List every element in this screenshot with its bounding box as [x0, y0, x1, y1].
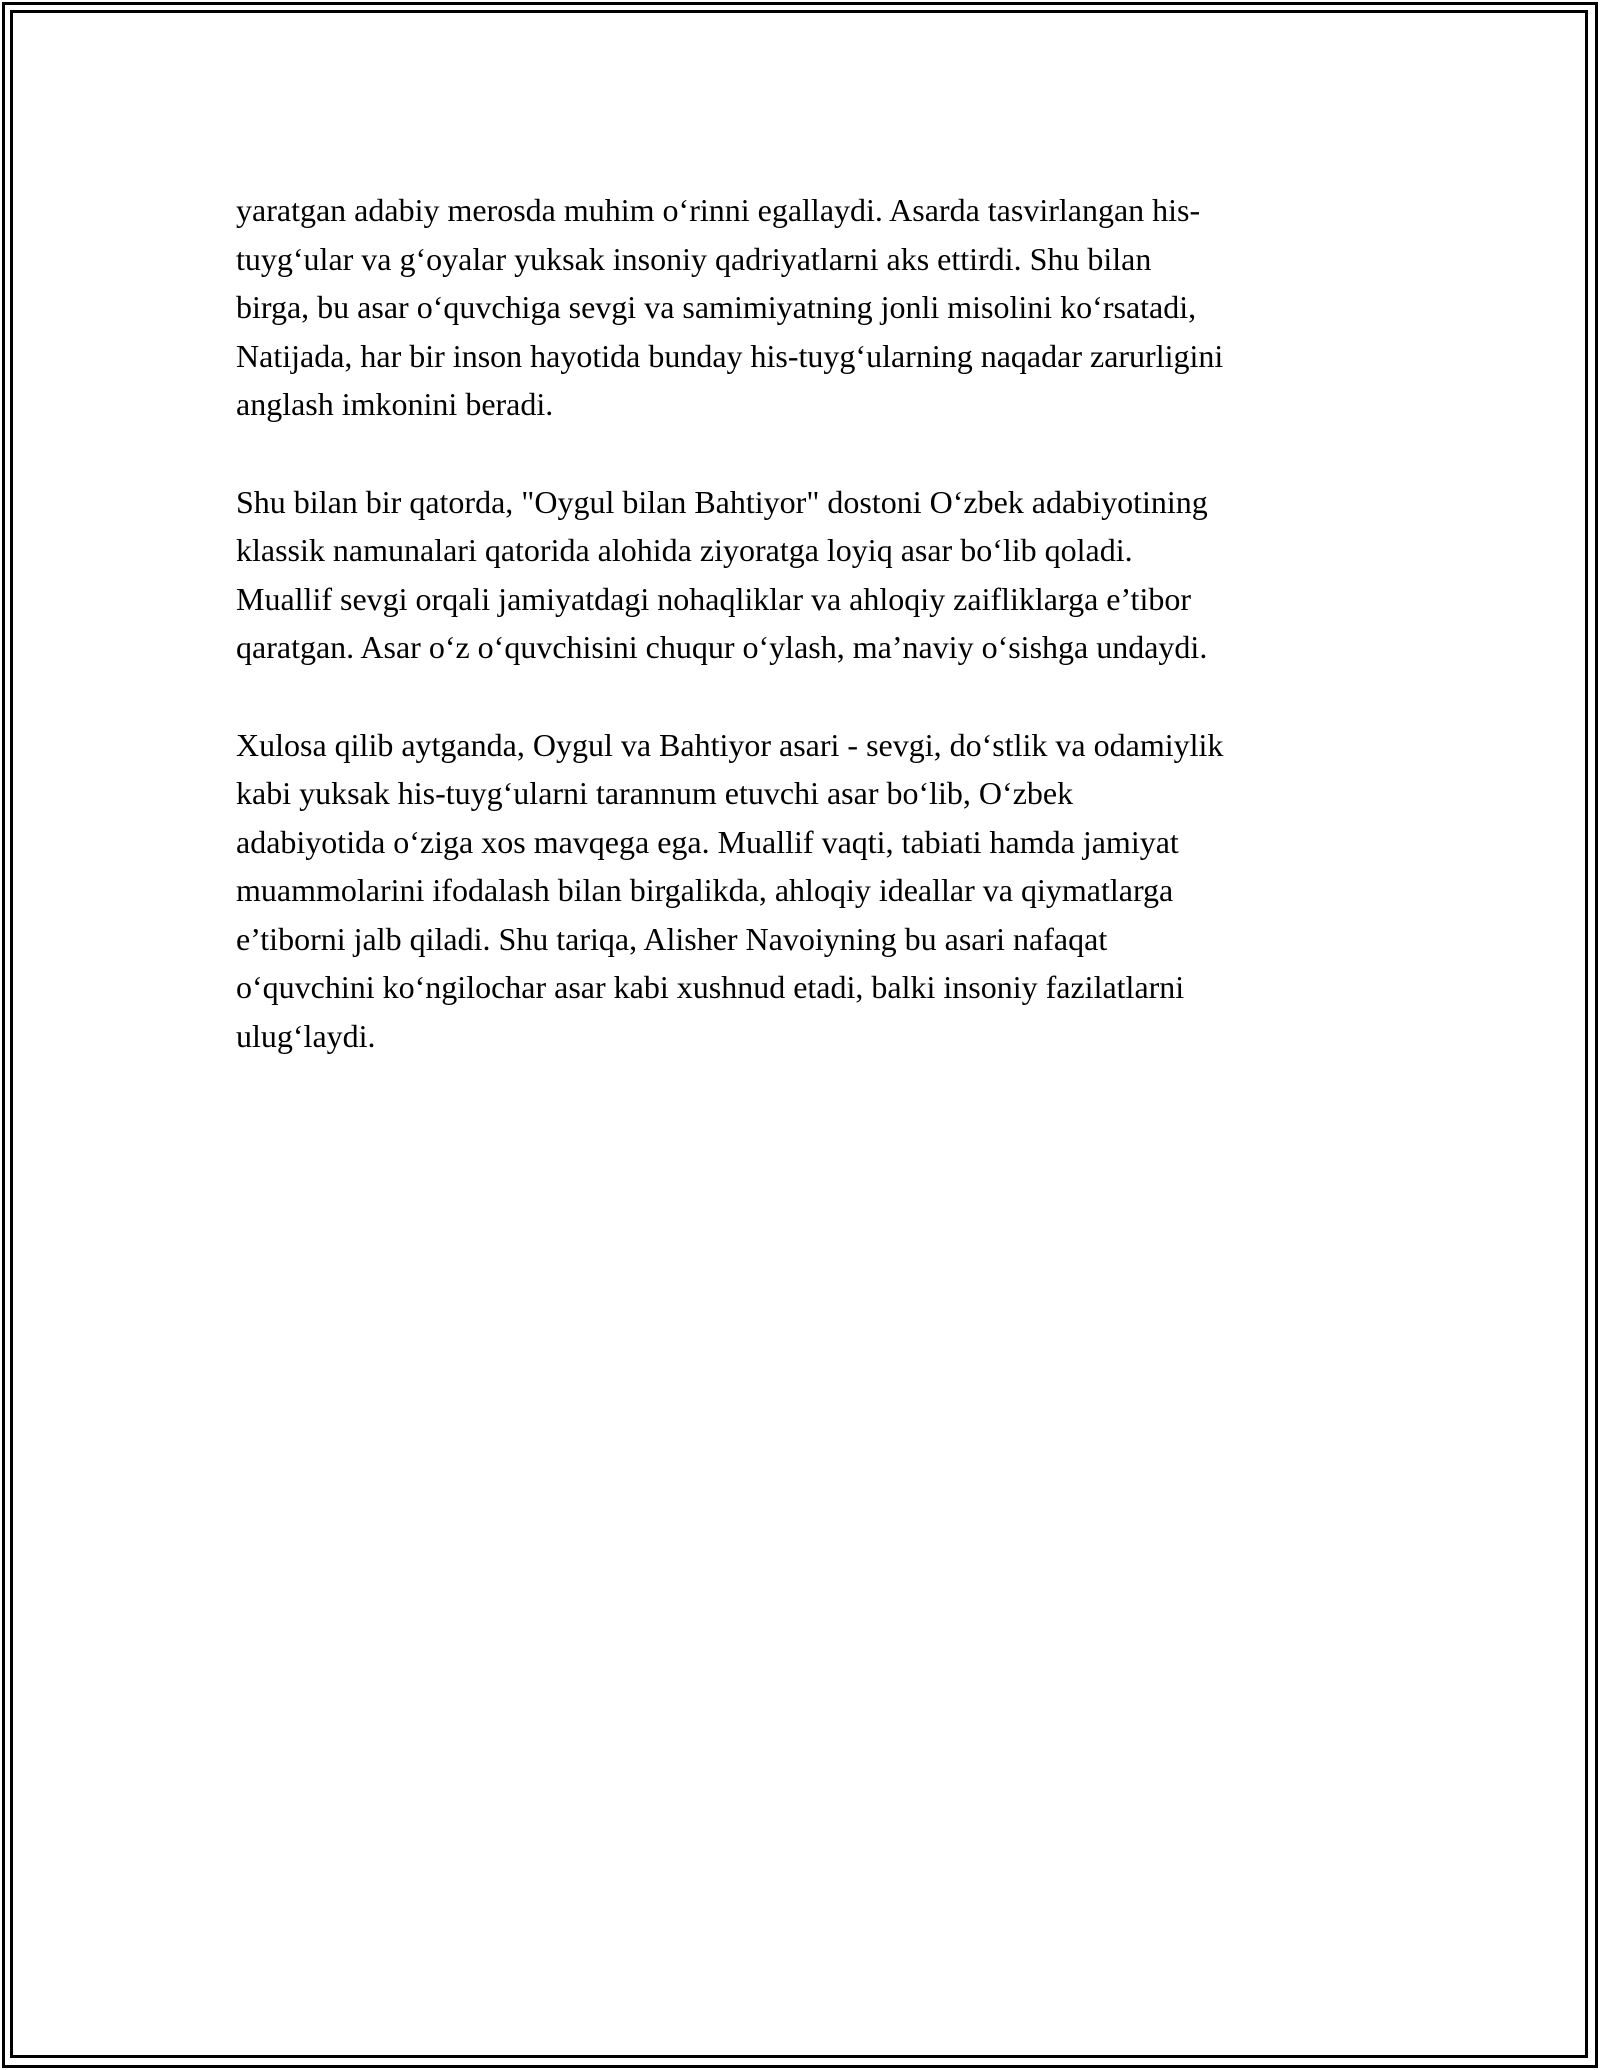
- text-line: kabi yuksak his-tuyg‘ularni tarannum etuvchi asar bo‘lib, O‘zbek: [236, 775, 1074, 811]
- paragraph-1: [236, 186, 1376, 429]
- text-line: yaratgan adabiy merosda muhim o‘rinni egallaydi. Asarda tasvirlangan his-: [236, 192, 1201, 228]
- text-line: Shu bilan bir qatorda, "Oygul bilan Bahtiyor" dostoni O‘zbek adabiyotining: [236, 483, 1208, 520]
- text-line: klassik namunalari qatorida alohida ziyoratga loyiq asar bo‘lib qoladi.: [236, 532, 1133, 568]
- paragraph-2: [236, 478, 1376, 672]
- text-line: qaratgan. Asar o‘z o‘quvchisini chuqur o‘ylash, ma’naviy o‘sishga undaydi.: [236, 629, 1208, 665]
- text-line: Natijada, har bir inson hayotida bunday his-tuyg‘ularning naqadar zarurligini: [236, 337, 1224, 374]
- text-line: Muallif sevgi orqali jamiyatdagi nohaqliklar va ahloqiy zaifliklarga e’tibor: [236, 580, 1191, 617]
- text-line: tuyg‘ular va g‘oyalar yuksak insoniy qadriyatlarni aks ettirdi. Shu bilan: [236, 240, 1152, 277]
- text-line: muammolarini ifodalash bilan birgalikda, ahloqiy ideallar va qiymatlarga: [236, 872, 1174, 908]
- text-line: adabiyotida o‘ziga xos mavqega ega. Muallif vaqti, tabiati hamda jamiyat: [236, 823, 1179, 860]
- text-line: anglash imkonini beradi.: [236, 386, 554, 422]
- text-line: e’tiborni jalb qiladi. Shu tariqa, Alisher Navoiyning bu asari nafaqat: [236, 920, 1108, 957]
- document-body: [236, 186, 1376, 1109]
- text-line: ulug‘laydi.: [236, 1017, 376, 1054]
- paragraph-3: [236, 721, 1376, 1061]
- text-line: Xulosa qilib aytganda, Oygul va Bahtiyor asari - sevgi, do‘stlik va odamiylik: [236, 726, 1224, 763]
- text-line: o‘quvchini ko‘ngilochar asar kabi xushnud etadi, balki insoniy fazilatlarni: [236, 969, 1185, 1005]
- text-line: birga, bu asar o‘quvchiga sevgi va samimiyatning jonli misolini ko‘rsatadi,: [236, 289, 1197, 325]
